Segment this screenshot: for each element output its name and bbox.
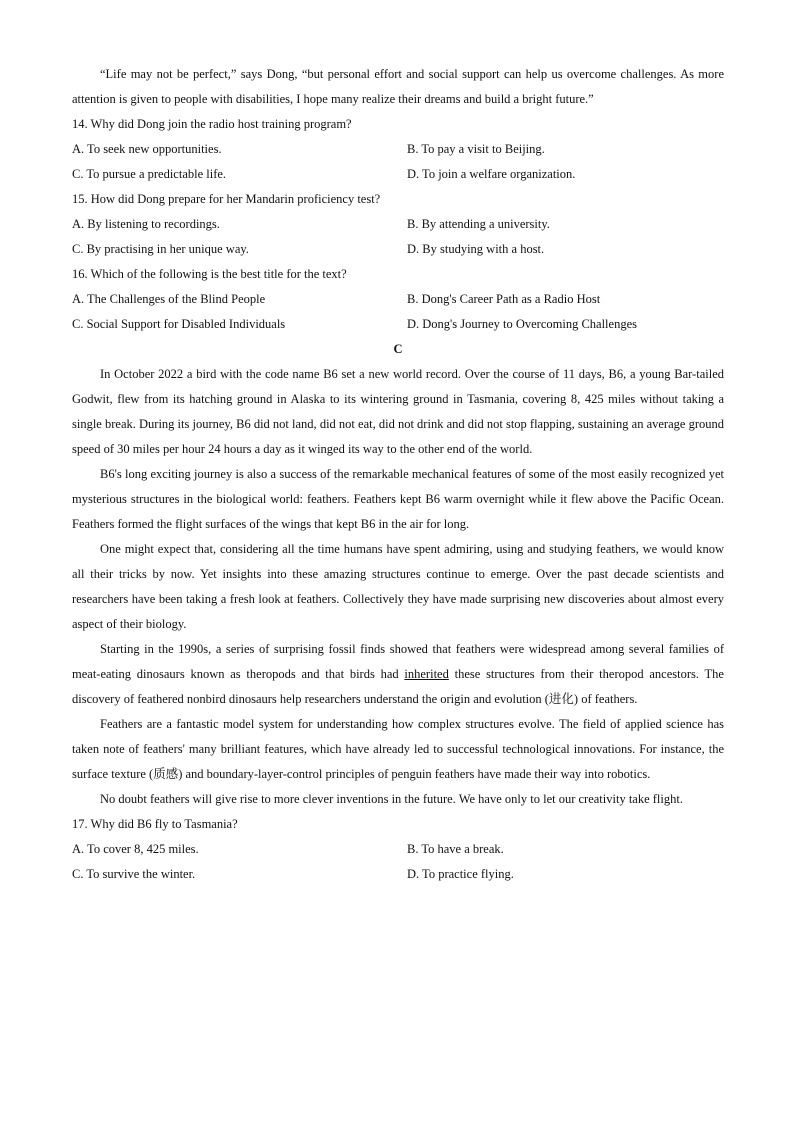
answer-options — [72, 837, 724, 887]
closing-quote-paragraph: “Life may not be perfect,” says Dong, “but personal effort and social support can help us overcome challenges. As more attention is given to people with disabilities, I hope many realize their dreams and build a bright future.” — [72, 67, 724, 106]
option-c: C. To pursue a predictable life. — [72, 167, 227, 181]
passage-paragraph — [72, 637, 724, 712]
option-d: D. To practice flying. — [407, 867, 514, 881]
question-14 — [72, 112, 724, 187]
option-b: B. To pay a visit to Beijing. — [407, 142, 545, 156]
option-a: A. The Challenges of the Blind People — [72, 292, 266, 306]
question-stem: 14. Why did Dong join the radio host training program? — [72, 117, 352, 131]
question-17 — [72, 812, 724, 887]
passage-paragraph: B6's long exciting journey is also a success of the remarkable mechanical features of some of the most easily recognized yet mysterious structures in the biological world: feathers. Feathers kept B6 warm overnight while it flew above the Pacific Ocean. Feathers formed the flight surfaces of the wings that kept B6 in the air for long. — [72, 467, 724, 531]
question-15 — [72, 187, 724, 262]
option-c: C. By practising in her unique way. — [72, 242, 249, 256]
paragraph-text: these structures from their theropod ancestors. The discovery of feathered nonbird dinosaurs help researchers understand the origin and evolution (进化) of feathers. — [72, 667, 724, 706]
underlined-word: inherited — [404, 667, 449, 681]
option-d: D. To join a welfare organization. — [407, 167, 576, 181]
option-a: A. To seek new opportunities. — [72, 142, 222, 156]
option-d: D. By studying with a host. — [407, 242, 545, 256]
answer-options — [72, 137, 724, 187]
passage-paragraph: Feathers are a fantastic model system for understanding how complex structures evolve. The field of applied science has taken note of feathers' many brilliant features, which have already led to successful technological innovations. For instance, the surface texture (质感) and boundary-layer-control principles of penguin feathers have made their way into robotics. — [72, 717, 724, 781]
section-heading: C — [393, 342, 403, 356]
option-a: A. By listening to recordings. — [72, 217, 220, 231]
option-b: B. By attending a university. — [407, 217, 550, 231]
answer-options — [72, 212, 724, 262]
passage-paragraph: In October 2022 a bird with the code name B6 set a new world record. Over the course of 11 days, B6, a young Bar-tailed Godwit, flew from its hatching ground in Alaska to its wintering ground in Tasmania, covering 8, 425 miles without taking a single break. During its journey, B6 did not land, did not eat, did not drink and did not stop flapping, sustaining an average ground speed of 30 miles per hour 24 hours a day as it winged its way to the other end of the world. — [72, 367, 724, 456]
option-c: C. To survive the winter. — [72, 867, 196, 881]
answer-options — [72, 287, 724, 337]
passage-paragraph: No doubt feathers will give rise to more clever inventions in the future. We have only to let our creativity take flight. — [100, 792, 683, 806]
option-a: A. To cover 8, 425 miles. — [72, 842, 199, 856]
question-stem: 16. Which of the following is the best title for the text? — [72, 267, 347, 281]
question-16 — [72, 262, 724, 337]
option-b: B. To have a break. — [407, 842, 504, 856]
paragraph-text: Starting in the 1990s, a series of surprising fossil finds showed that feathers were widespread among several families of meat-eating dinosaurs known as theropods and that birds had — [72, 642, 724, 681]
question-stem: 15. How did Dong prepare for her Mandarin proficiency test? — [72, 192, 381, 206]
option-b: B. Dong's Career Path as a Radio Host — [407, 292, 601, 306]
option-d: D. Dong's Journey to Overcoming Challenges — [407, 317, 637, 331]
passage-paragraph: One might expect that, considering all the time humans have spent admiring, using and studying feathers, we would know all their tricks by now. Yet insights into these amazing structures continue to emerge. Over the past decade scientists and researchers have been taking a fresh look at feathers. Collectively they have made surprising new discoveries about almost every aspect of their biology. — [72, 542, 724, 631]
question-stem: 17. Why did B6 fly to Tasmania? — [72, 817, 238, 831]
exam-page — [72, 62, 724, 887]
option-c: C. Social Support for Disabled Individuals — [72, 317, 286, 331]
